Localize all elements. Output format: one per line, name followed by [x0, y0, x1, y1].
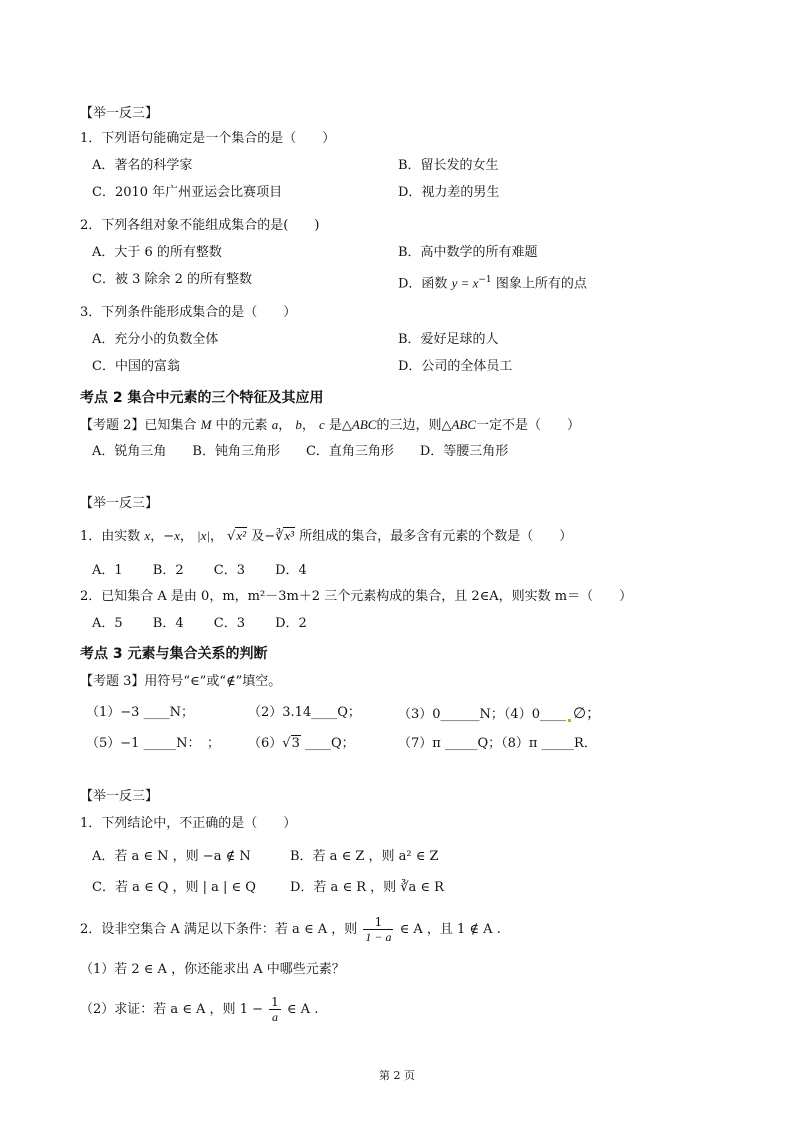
k2-q1-and: 及 — [251, 529, 265, 544]
k3-q1-d: D．若 a ∈ R ，则 ∛a ∈ R — [290, 880, 444, 895]
k2-q1-x3: x³ — [284, 528, 295, 543]
fraction-den: 1 − a — [365, 930, 392, 944]
s1-q3-stem: 3．下列条件能形成集合的是（ ） — [80, 305, 297, 320]
s1-q2-b: B．高中数学的所有难题 — [398, 245, 538, 260]
k3-q2-p1: 2．设非空集合 A 满足以下条件：若 a ∈ A ，则 — [80, 922, 358, 937]
k2-q1-abs: |x| — [197, 528, 210, 543]
s1-q2-d-pre: D．函数 — [398, 276, 448, 292]
k2-ex-t5: 一定不是（ ） — [476, 418, 581, 433]
k2-q1-x2: x — [174, 528, 180, 543]
k2-q1-p1: 1．由实数 — [80, 529, 141, 544]
k2-q1-options: A．1 B．2 C．3 D．4 — [92, 563, 307, 578]
k3-q2 — [80, 915, 501, 944]
s1-q1-b: B．留长发的女生 — [398, 158, 499, 173]
k2-ex-abc1: ABC — [351, 417, 377, 432]
k3-r2-c2: （6）√3 ____Q； — [248, 736, 355, 751]
k2-ex-options: A．锐角三角 B．钝角三角形 C．直角三角形 D．等腰三角形 — [92, 444, 509, 459]
k3-q1-c: C．若 a ∈ Q ，则 | a | ∈ Q — [92, 880, 256, 895]
s1-q2-a: A．大于 6 的所有整数 — [92, 245, 222, 260]
s1-q2-d-sup: −1 — [478, 275, 492, 285]
s1-q2-d-math: y = x — [451, 275, 479, 291]
k3-r2-c2b: 3 — [291, 736, 300, 751]
k2-ex-abc2: ABC — [451, 417, 477, 432]
k3-r1-c3b: ∅； — [572, 704, 602, 722]
k3-s-header: 【举一反三】 — [80, 789, 159, 804]
k2-q2: 2．已知集合 A 是由 0，m，m²－3m＋2 三个元素构成的集合，且 2∈A，则实数 m＝（ ） — [80, 589, 633, 604]
highlight-dot-icon — [568, 719, 571, 722]
k3-r1-c2: （2）3.14____Q； — [248, 705, 361, 720]
s1-q1-d: D．视力差的男生 — [398, 185, 500, 200]
k3-r2-c2c: ____Q； — [300, 736, 355, 751]
k3-r2-c2a: （6） — [248, 736, 283, 751]
k3-r1-c1: （1）−3 ____N； — [86, 705, 194, 720]
k3-q2-p2: ∈ A ，且 1 ∉ A . — [399, 922, 501, 937]
k3-r1-c3-text: （3）0______N；（4）0____ — [398, 707, 566, 722]
k2-ex-t3: 是△ — [328, 418, 352, 433]
s1-q1-a: A．著名的科学家 — [92, 158, 193, 173]
k2-q1-x: x — [144, 528, 151, 543]
k3-title: 考点 3 元素与集合关系的判断 — [80, 646, 268, 662]
k2-ex-b: b — [295, 417, 302, 432]
page-footer: 第 2 页 — [379, 1069, 415, 1082]
k3-q2-2-p1: （2）求证：若 a ∈ A ，则 1 − — [80, 1002, 263, 1017]
s1-q1-c: C．2010 年广州亚运会比赛项目 — [92, 185, 283, 200]
fraction-2 — [269, 995, 281, 1024]
k2-ex-t4: 的三边，则△ — [376, 418, 452, 433]
k2-title: 考点 2 集合中元素的三个特征及其应用 — [80, 390, 324, 406]
s1-q2-c: C．被 3 除余 2 的所有整数 — [92, 272, 253, 287]
s1-header: 【举一反三】 — [80, 106, 159, 121]
k3-q1: 1．下列结论中，不正确的是（ ） — [80, 816, 297, 831]
k2-ex-M: M — [200, 417, 212, 432]
k3-q2-1: （1）若 2 ∈ A ，你还能求出 A 中哪些元素？ — [80, 962, 345, 977]
s1-q2-d-post: 图象上所有的点 — [495, 276, 587, 292]
k2-ex-t2: 中的元素 — [215, 418, 268, 433]
k3-q1-b: B．若 a ∈ Z ，则 a² ∈ Z — [290, 849, 439, 864]
k2-example: 【考题 2】已知集合 M 中的元素 a， b， c 是△ABC的三边，则△ABC一定不是（ ） — [80, 417, 581, 433]
s1-q3-a: A．充分小的负数全体 — [92, 332, 219, 347]
fraction-2-num: 1 — [271, 995, 279, 1009]
k2-s-header: 【举一反三】 — [80, 496, 159, 511]
k3-r2-c1: （5）−1 _____N： ； — [86, 736, 220, 751]
k3-q1-a: A．若 a ∈ N ，则 −a ∉ N — [92, 849, 251, 864]
fraction-num: 1 — [363, 915, 393, 930]
k3-q2-2-p2: ∈ A . — [286, 1002, 319, 1017]
k2-ex-a: a — [271, 417, 279, 432]
k2-q1: 1．由实数 x，−x， |x|， √x² 及−∛x³ 所组成的集合，最多含有元素的个数是（ ） — [80, 528, 573, 544]
k2-ex-c: c — [318, 417, 325, 432]
k3-r2-c3: （7）π _____Q；（8）π _____R． — [398, 736, 597, 751]
s1-q2-d — [398, 271, 587, 293]
s1-q3-b: B．爱好足球的人 — [398, 332, 499, 347]
s1-q3-c: C．中国的富翁 — [92, 359, 180, 374]
k2-ex-t1: 已知集合 — [144, 418, 197, 433]
s1-q3-d: D．公司的全体员工 — [398, 359, 513, 374]
k2-q1-neg: ，− — [150, 529, 175, 544]
s1-q2-stem: 2．下列各组对象不能组成集合的是( ) — [80, 218, 320, 233]
k2-q1-sq2: x² — [236, 528, 247, 543]
k3-example: 【考题 3】用符号“∈”或“∉”填空。 — [80, 674, 282, 689]
k2-q1-post: 所组成的集合，最多含有元素的个数是（ ） — [299, 529, 573, 544]
fraction-2-den: a — [271, 1010, 278, 1024]
k2-q2-options: A．5 B．4 C．3 D．2 — [92, 616, 307, 631]
k2-q1-cube: −∛ — [264, 529, 284, 544]
fraction — [363, 915, 393, 944]
k3-r1-c3 — [398, 704, 601, 724]
k3-q2-2 — [80, 995, 318, 1024]
s1-q1-stem: 1．下列语句能确定是一个集合的是（ ） — [80, 131, 336, 146]
k2-ex-tag: 【考题 2】 — [80, 418, 145, 433]
